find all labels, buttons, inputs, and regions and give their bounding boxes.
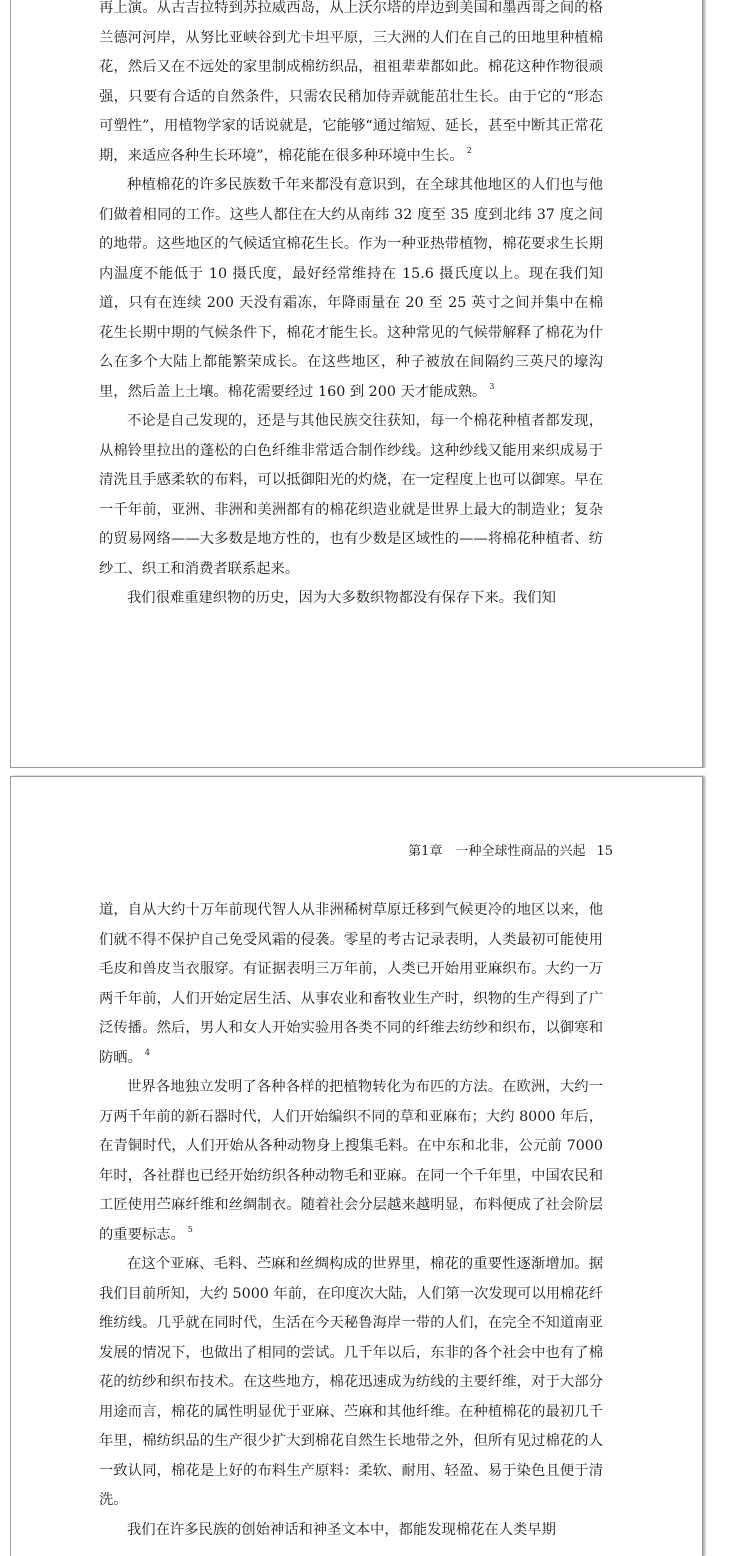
paragraph: [99, 1250, 603, 1516]
paragraph: [99, 0, 603, 171]
page-2: [10, 776, 703, 1556]
paragraph: [99, 1073, 603, 1250]
footnote-marker[interactable]: 4: [144, 1047, 150, 1057]
paragraph-text: 种植棉花的许多民族数千年来都没有意识到，在全球其他地区的人们也与他们做着相同的工作。这些人都住在大约从南纬 32 度至 35 度到北纬 37 度之间的地带。这些地区的气候适宜棉花生长。作为一种亚热带植物，棉花要求生长期内温度不能低于 10 摄氏度，最好经常维持在 15.6 摄氏度以上。现在我们知道，只有在连续 200 天没有霜冻，年降雨量在 20 至 25 英寸之间并集中在棉花生长期中期的气候条件下，棉花才能生长。这种常见的气候带解释了棉花为什么在多个大陆上都能繁荣成长。在这些地区，种子被放在间隔约三英尺的壕沟里，然后盖上土壤。棉花需要经过 160 到 200 天才能成熟。: [99, 177, 603, 400]
paragraph-text: 不论是自己发现的，还是与其他民族交往获知，每一个棉花种植者都发现，从棉铃里拉出的蓬松的白色纤维非常适合制作纱线。这种纱线又能用来织成易于清洗且手感柔软的布料，可以抵御阳光的灼烧，在一定程度上也可以御寒。早在一千年前，亚洲、非洲和美洲都有的棉花织造业就是世界上最大的制造业；复杂的贸易网络——大多数是地方性的，也有少数是区域性的——将棉花种植者、纺纱工、织工和消费者联系起来。: [99, 413, 603, 577]
paragraph: [99, 896, 603, 1073]
paragraph: [99, 407, 603, 584]
page-2-body: [99, 896, 603, 1545]
paragraph-text: 道，自从大约十万年前现代智人从非洲稀树草原迁移到气候更冷的地区以来，他们就不得不保护自己免受风霜的侵袭。零星的考古记录表明，人类最初可能使用毛皮和兽皮当衣服穿。有证据表明三万年前，人类已开始用亚麻织布。大约一万两千年前，人们开始定居生活、从事农业和畜牧业生产时，织物的生产得到了广泛传播。然后，男人和女人开始实验用各类不同的纤维去纺纱和织布，以御寒和防晒。: [99, 902, 603, 1066]
page-gap: [0, 768, 750, 776]
paragraph: [99, 1516, 603, 1546]
page-number: 15: [596, 844, 613, 859]
paragraph-text: 我们在许多民族的创始神话和神圣文本中，都能发现棉花在人类早期: [127, 1521, 556, 1538]
running-header: [408, 840, 613, 859]
paragraph: [99, 584, 603, 614]
page-1: [10, 0, 703, 768]
chapter-title: 第1章 一种全球性商品的兴起: [408, 844, 586, 859]
paragraph-text: 我们很难重建织物的历史，因为大多数织物都没有保存下来。我们知: [127, 590, 556, 606]
paragraph-text: 再上演。从古吉拉特到苏拉威西岛，从上沃尔塔的岸边到美国和墨西哥之间的格兰德河河岸，从努比亚峡谷到尤卡坦平原，三大洲的人们在自己的田地里种植棉花，然后又在不远处的家里制成棉纺织品，祖祖辈辈都如此。棉花这种作物很顽强，只要有合适的自然条件，只需农民稍加侍弄就能茁壮生长。由于它的“形态可塑性”，用植物学家的话说就是，它能够“通过缩短、延长，甚至中断其正常花期，来适应各种生长环境”，棉花能在很多种环境中生长。: [99, 0, 603, 164]
page-1-body: [99, 0, 603, 614]
paragraph-text: 在这个亚麻、毛料、苎麻和丝绸构成的世界里，棉花的重要性逐渐增加。据我们目前所知，大约 5000 年前，在印度次大陆，人们第一次发现可以用棉花纤维纺线。几乎就在同时代，生活在今天秘鲁海岸一带的人们，在完全不知道南亚发展的情况下，也做出了相同的尝试。几千年以后，东非的各个社会中也有了棉花的纺纱和织布技术。在这些地方，棉花迅速成为纺线的主要纤维，对于大部分用途而言，棉花的属性明显优于亚麻、苎麻和其他纤维。在种植棉花的最初几千年里，棉纺织品的生产很少扩大到棉花自然生长地带之外，但所有见过棉花的人一致认同，棉花是上好的布料生产原料：柔软、耐用、轻盈、易于染色且便于清洗。: [99, 1256, 603, 1508]
footnote-marker[interactable]: 3: [489, 381, 495, 391]
footnote-marker[interactable]: 5: [187, 1224, 193, 1234]
footnote-marker[interactable]: 2: [466, 145, 472, 155]
paragraph-text: 世界各地独立发明了各种各样的把植物转化为布匹的方法。在欧洲，大约一万两千年前的新石器时代，人们开始编织不同的草和亚麻布；大约 8000 年后，在青铜时代，人们开始从各种动物身上搜集毛料。在中东和北非，公元前 7000 年时，各社群也已经开始纺织各种动物毛和亚麻。在同一个千年里，中国农民和工匠使用苎麻纤维和丝绸制衣。随着社会分层越来越明显，布料便成了社会阶层的重要标志。: [99, 1079, 603, 1243]
paragraph: [99, 171, 603, 407]
